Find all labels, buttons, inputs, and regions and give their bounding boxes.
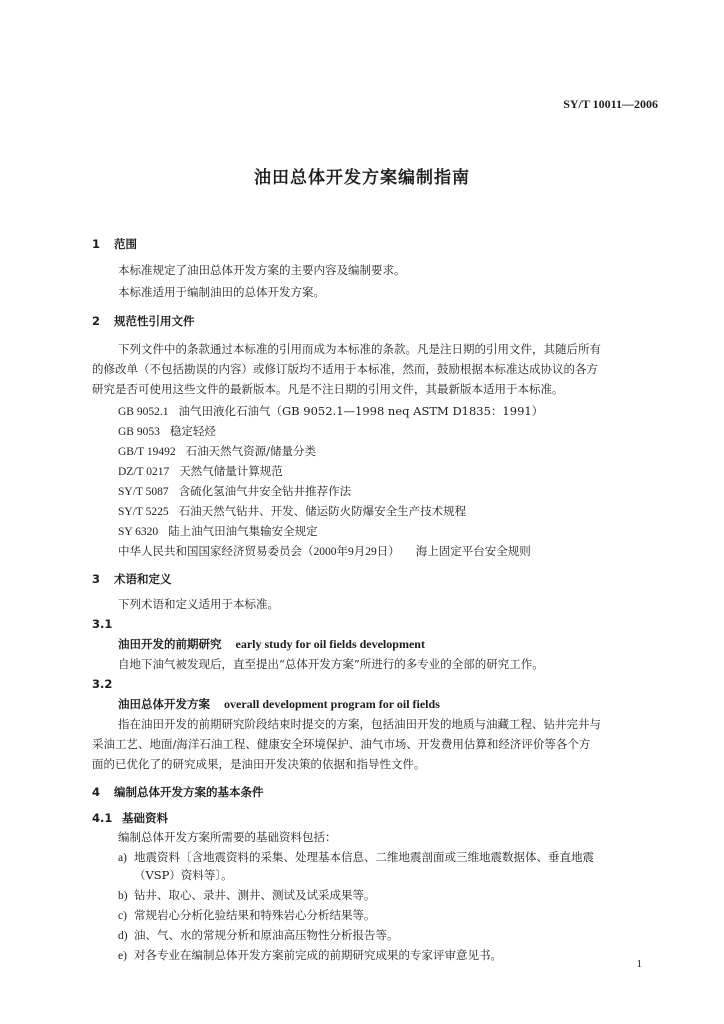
- subsection-4-1-heading: [92, 810, 168, 826]
- subsection-title: 基础资料: [122, 811, 168, 825]
- list-label: a): [118, 852, 127, 864]
- section-number: 3: [92, 572, 101, 586]
- paragraph: 下列术语和定义适用于本标准。: [118, 597, 279, 611]
- term-definition-line: 指在油田开发的前期研究阶段结束时提交的方案，包括油田开发的地质与油藏工程、钻井完井与: [118, 717, 601, 731]
- term-definition: 自地下油气被发现后，直至提出“总体开发方案”所进行的多专业的全部的研究工作。: [118, 657, 544, 671]
- subsection-number: 4.1: [92, 811, 113, 825]
- reference-code: SY/T 5225: [118, 506, 169, 518]
- reference-title: 石油天然气钻井、开发、储运防火防爆安全生产技术规程: [178, 504, 467, 518]
- section-3-heading: [92, 571, 172, 587]
- list-label: d): [118, 930, 128, 942]
- reference-item: [118, 503, 466, 520]
- reference-code: GB 9053: [118, 426, 160, 438]
- term-definition-line: 面的已优化了的研究成果，是油田开发决策的依据和指导性文件。: [92, 757, 426, 771]
- reference-code: 中华人民共和国国家经济贸易委员会（2000年9月29日）: [118, 546, 400, 558]
- section-2-heading: [92, 313, 195, 329]
- reference-title: 稳定轻烃: [169, 424, 216, 438]
- list-text: 常规岩心分析化验结果和特殊岩心分析结果等。: [134, 908, 376, 922]
- list-label: b): [118, 890, 128, 902]
- paragraph-line: 研究是否可使用这些文件的最新版本。凡是不注日期的引用文件，其最新版本适用于本标准。: [92, 382, 564, 396]
- term-number: 3.2: [92, 677, 113, 691]
- reference-item: [118, 423, 216, 440]
- list-item: [118, 849, 594, 866]
- list-text: 油、气、水的常规分析和原油高压物性分析报告等。: [134, 928, 399, 942]
- section-1-heading: [92, 236, 137, 252]
- list-label: e): [118, 950, 127, 962]
- section-title: 术语和定义: [114, 572, 172, 586]
- paragraph-line: 的修改单（不包括勘误的内容）或修订版均不适用于本标准，然而，鼓励根据本标准达成协议的各方: [92, 362, 598, 376]
- reference-item: [118, 403, 543, 420]
- reference-title: 海上固定平台安全规则: [415, 544, 531, 558]
- reference-title: 含硫化氢油气井安全钻井推荐作法: [178, 484, 352, 498]
- paragraph: 编制总体开发方案所需要的基础资料包括：: [118, 830, 337, 844]
- term-heading: [118, 636, 425, 652]
- document-title: 油田总体开发方案编制指南: [254, 168, 470, 188]
- term-en: overall development program for oil fields: [224, 697, 440, 711]
- page-number: 1: [636, 958, 642, 970]
- reference-title: 石油天然气资源/储量分类: [185, 444, 316, 458]
- reference-item: [118, 463, 283, 480]
- term-cn: 油田总体开发方案: [118, 697, 210, 711]
- standard-code: SY/T 10011—2006: [563, 97, 658, 111]
- list-text: 钻井、取心、录井、测井、测试及试采成果等。: [134, 888, 376, 902]
- reference-item: [118, 443, 316, 460]
- term-definition-line: 采油工艺、地面/海洋石油工程、健康安全环境保护、油气市场、开发费用估算和经济评价等各个方: [92, 737, 591, 751]
- reference-code: GB 9052.1: [118, 406, 169, 418]
- reference-title: 油气田液化石油气（GB 9052.1—1998 neq ASTM D1835：1991）: [178, 404, 544, 418]
- reference-code: SY/T 5087: [118, 486, 169, 498]
- reference-code: SY 6320: [118, 526, 159, 538]
- list-text: 对各专业在编制总体开发方案前完成的前期研究成果的专家评审意见书。: [134, 948, 502, 962]
- section-4-heading: [92, 784, 264, 800]
- term-number: 3.1: [92, 617, 113, 631]
- paragraph-line: 下列文件中的条款通过本标准的引用而成为本标准的条款。凡是注日期的引用文件，其随后所有: [118, 342, 601, 356]
- section-title: 编制总体开发方案的基本条件: [114, 785, 264, 799]
- list-item-continuation: （VSP）资料等〕。: [134, 868, 233, 882]
- section-number: 4: [92, 785, 101, 799]
- term-heading: [118, 696, 440, 712]
- reference-code: GB/T 19492: [118, 446, 176, 458]
- reference-item: [118, 523, 318, 540]
- list-item: [118, 907, 376, 924]
- section-title: 范围: [114, 237, 137, 251]
- term-en: early study for oil fields development: [235, 637, 425, 651]
- list-text: 地震资料〔含地震资料的采集、处理基本信息、二维地震剖面或三维地震数据体、垂直地震: [134, 850, 594, 864]
- section-number: 1: [92, 237, 101, 251]
- list-item: [118, 947, 502, 964]
- list-item: [118, 887, 376, 904]
- reference-title: 陆上油气田油气集输安全规定: [168, 524, 318, 538]
- paragraph: 本标准适用于编制油田的总体开发方案。: [118, 285, 325, 299]
- reference-title: 天然气储量计算规范: [179, 464, 283, 478]
- paragraph: 本标准规定了油田总体开发方案的主要内容及编制要求。: [118, 263, 406, 277]
- reference-item: [118, 483, 351, 500]
- list-item: [118, 927, 399, 944]
- reference-code: DZ/T 0217: [118, 466, 170, 478]
- reference-item: [118, 543, 531, 560]
- term-cn: 油田开发的前期研究: [118, 637, 222, 651]
- section-number: 2: [92, 314, 101, 328]
- list-label: c): [118, 910, 127, 922]
- section-title: 规范性引用文件: [114, 314, 195, 328]
